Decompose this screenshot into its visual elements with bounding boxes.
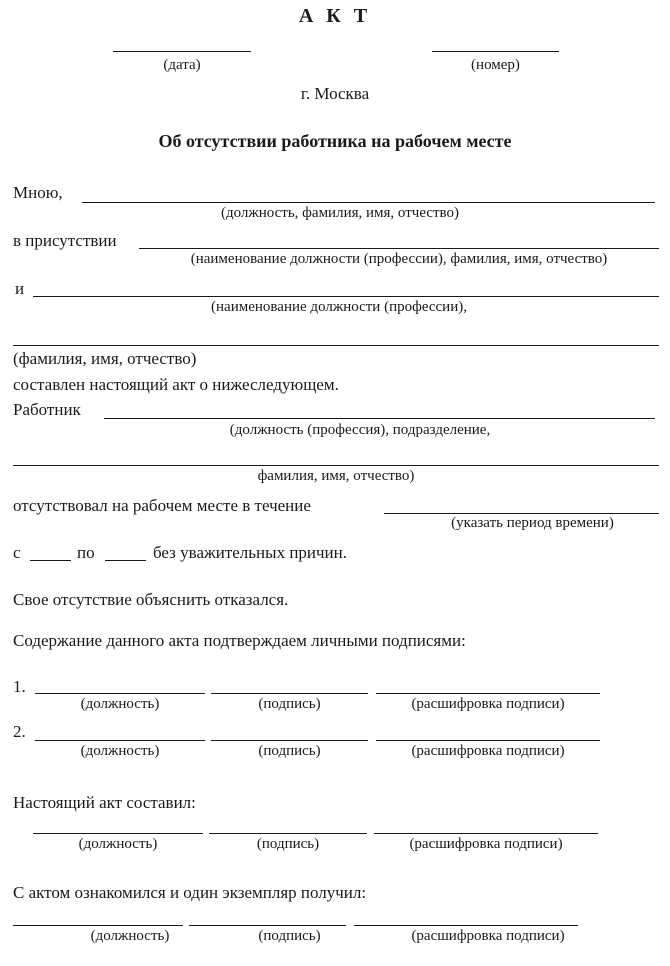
signature-row-2-number: 2. [13,722,26,741]
acquainted-decode-caption: (расшифровка подписи) [411,928,565,944]
row2-decode-caption: (расшифровка подписи) [411,743,565,759]
acquainted-position-caption: (должность) [90,928,170,944]
and-caption: (наименование должности (профессии), [211,299,467,315]
presence-label: в присутствии [13,231,117,250]
author-signature-line[interactable] [209,833,367,834]
by-label: Мною, [13,183,63,202]
act-title: А К Т [298,5,372,27]
reason-text: без уважительных причин. [153,543,348,562]
by-caption: (должность, фамилия, имя, отчество) [220,205,460,221]
city: г. Москва [300,84,370,103]
signature-row-1-number: 1. [13,677,26,696]
date-caption: (дата) [163,57,201,73]
refused-text: Свое отсутствие объяснить отказался. [13,590,289,609]
to-label: по [77,543,95,562]
from-label: с [13,543,21,562]
row2-signature-line[interactable] [211,740,368,741]
from-date-line[interactable] [30,560,71,561]
and-field-line-2[interactable] [13,345,659,346]
row1-signature-line[interactable] [211,693,368,694]
absent-period-line[interactable] [384,513,659,514]
row1-position-line[interactable] [35,693,205,694]
row2-decode-line[interactable] [376,740,600,741]
acquainted-label: С актом ознакомился и один экземпляр получил: [13,883,367,902]
acquainted-signature-line[interactable] [189,925,346,926]
date-line[interactable] [113,51,251,52]
author-position-caption: (должность) [78,836,158,852]
number-line[interactable] [432,51,559,52]
worker-caption-2: фамилия, имя, отчество) [257,468,415,484]
to-date-line[interactable] [105,560,146,561]
fio-text: (фамилия, имя, отчество) [13,349,197,368]
row1-decode-caption: (расшифровка подписи) [411,696,565,712]
and-field-line[interactable] [33,296,659,297]
row1-decode-line[interactable] [376,693,600,694]
presence-field-line[interactable] [139,248,659,249]
and-label: и [15,279,25,298]
worker-field-line[interactable] [104,418,655,419]
row1-position-caption: (должность) [80,696,160,712]
acquainted-position-line[interactable] [13,925,183,926]
row2-position-caption: (должность) [80,743,160,759]
author-position-line[interactable] [33,833,203,834]
by-field-line[interactable] [82,202,655,203]
worker-caption: (должность (профессия), подразделение, [229,422,491,438]
absent-caption: (указать период времени) [451,515,614,531]
number-caption: (номер) [471,57,520,73]
compiled-text: составлен настоящий акт о нижеследующем. [13,375,339,394]
row1-signature-caption: (подпись) [258,696,321,712]
presence-caption: (наименование должности (профессии), фамилия, имя, отчество) [190,251,608,267]
author-signature-caption: (подпись) [256,836,320,852]
acquainted-decode-line[interactable] [354,925,578,926]
worker-field-line-2[interactable] [13,465,659,466]
absent-label: отсутствовал на рабочем месте в течение [13,496,311,515]
worker-label: Работник [13,400,81,419]
row2-position-line[interactable] [35,740,205,741]
confirm-text: Содержание данного акта подтверждаем личными подписями: [13,631,466,650]
author-decode-line[interactable] [374,833,598,834]
author-decode-caption: (расшифровка подписи) [409,836,563,852]
author-label: Настоящий акт составил: [13,793,196,812]
document-subtitle: Об отсутствии работника на рабочем месте [158,131,512,151]
acquainted-signature-caption: (подпись) [258,928,321,944]
row2-signature-caption: (подпись) [258,743,321,759]
